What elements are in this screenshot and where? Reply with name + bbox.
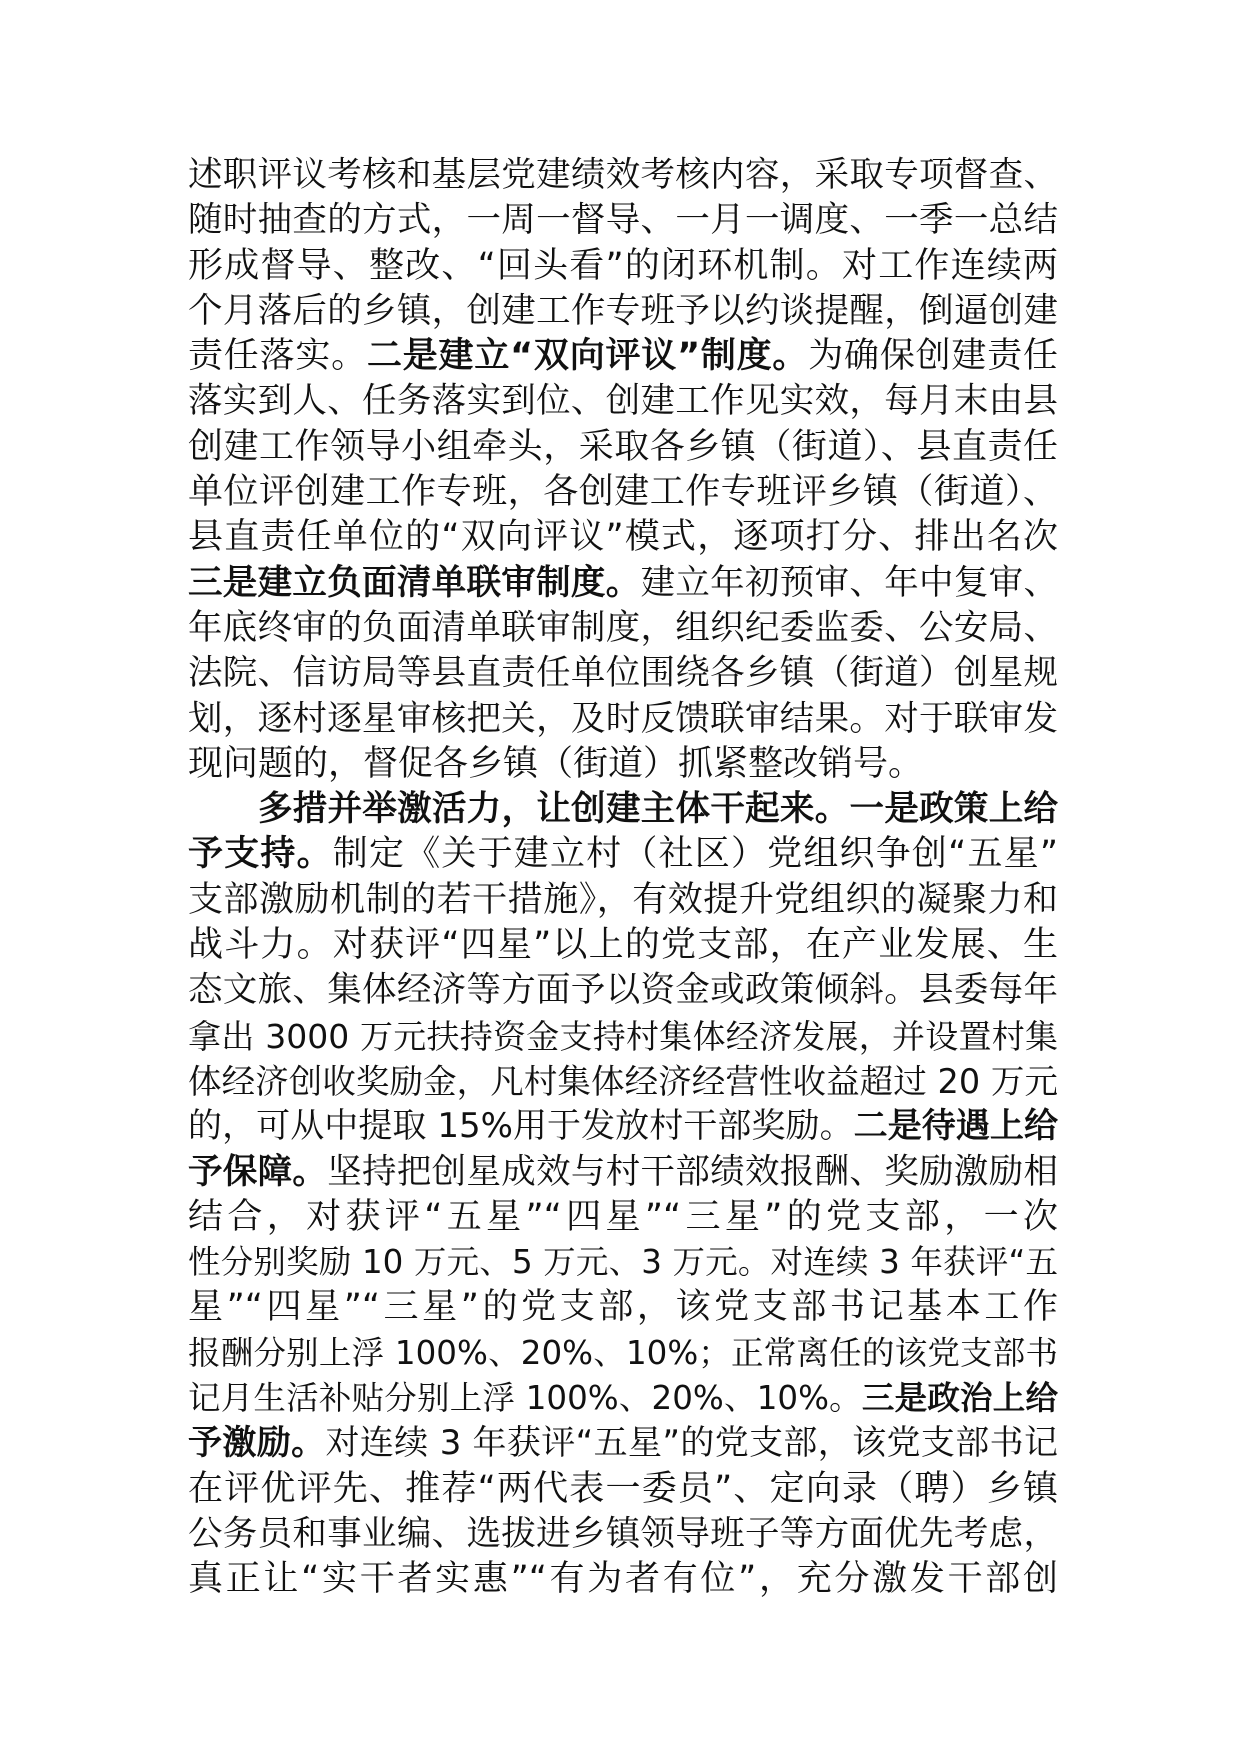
text-line [188, 198, 1058, 243]
text-line [188, 334, 1058, 379]
text-line [188, 742, 1058, 787]
bold-heading-text: 三是政治上给 [861, 1379, 1058, 1418]
paragraph-text: 报酬分别上浮 100%、20%、10%；正常离任的该党支部书 [188, 1333, 1058, 1372]
text-line [188, 561, 1058, 606]
text-line [188, 878, 1058, 923]
bold-heading-text: 予保障。 [188, 1151, 328, 1192]
paragraph-text: 战斗力。对获评“四星”以上的党支部，在产业发展、生 [188, 925, 1058, 966]
paragraph-text: 现问题的，督促各乡镇（街道）抓紧整改销号。 [188, 743, 924, 784]
text-line [188, 1512, 1058, 1557]
text-line [188, 651, 1058, 696]
paragraph-text: 支部激励机制的若干措施》，有效提升党组织的凝聚力和 [188, 879, 1058, 920]
paragraph-text: 创建工作领导小组牵头，采取各乡镇（街道）、县直责任 [188, 426, 1058, 467]
text-line [188, 1421, 1058, 1466]
text-line [188, 1285, 1058, 1330]
text-line [188, 425, 1058, 470]
paragraph-text: 建立年初预审、年中复审、 [640, 562, 1058, 603]
paragraph-text: 年底终审的负面清单联审制度，组织纪委监委、公安局、 [188, 607, 1058, 648]
paragraph-text: 在评优评先、推荐“两代表一委员”、定向录（聘）乡镇 [188, 1468, 1058, 1509]
paragraph-text: 体经济创收奖励金，凡村集体经济经营性收益超过 20 万元 [188, 1061, 1058, 1101]
text-line [188, 832, 1058, 877]
bold-heading-text: 多措并举激活力，让创建主体干起来。一是政策上给 [258, 789, 1058, 830]
paragraph-text: 随时抽查的方式，一周一督导、一月一调度、一季一总结 [188, 200, 1058, 241]
paragraph-text: 的，可从中提取 15%用于发放村干部奖励。 [188, 1106, 854, 1147]
text-line [188, 1467, 1058, 1512]
text-line [188, 515, 1058, 560]
paragraph-text: 态文旅、集体经济等方面予以资金或政策倾斜。县委每年 [188, 970, 1058, 1011]
paragraph-text: 述职评议考核和基层党建绩效考核内容，采取专项督查、 [188, 155, 1058, 195]
paragraph-text: 星”“四星”“三星”的党支部，该党支部书记基本工作 [188, 1287, 1058, 1328]
paragraph-text: 县直责任单位的“双向评议”模式，逐项打分、排出名次 [188, 517, 1058, 558]
bold-heading-text: 三是建立负面清单联审制度。 [188, 562, 641, 603]
paragraph-text: 对连续 3 年获评“五星”的党支部，该党支部书记 [325, 1423, 1058, 1464]
paragraph-text: 划，逐村逐星审核把关，及时反馈联审结果。对于联审发 [188, 698, 1058, 739]
bold-heading-text: 予支持。 [188, 834, 333, 875]
paragraph-text: 真正让“实干者实惠”“有为者有位”，充分激发干部创 [188, 1559, 1058, 1600]
paragraph-text: 个月落后的乡镇，创建工作专班予以约谈提醒，倒逼创建 [188, 290, 1058, 331]
text-line [188, 1150, 1058, 1195]
paragraph-text: 责任落实。 [188, 336, 367, 377]
text-line [188, 606, 1058, 651]
paragraph-text: 形成督导、整改、“回头看”的闭环机制。对工作连续两 [188, 245, 1058, 286]
text-line [188, 1240, 1058, 1285]
text-line [188, 1014, 1058, 1059]
body-text [188, 153, 1058, 1603]
text-line [188, 1331, 1058, 1376]
bold-heading-text: 予激励。 [188, 1423, 326, 1464]
paragraph-text: 拿出 3000 万元扶持资金支持村集体经济发展，并设置村集 [188, 1016, 1058, 1056]
text-line [188, 470, 1058, 515]
bold-heading-text: 二是建立“双向评议”制度。 [366, 336, 809, 377]
text-line [188, 968, 1058, 1013]
text-line [188, 379, 1058, 424]
bold-heading-text: 二是待遇上给 [853, 1106, 1058, 1147]
text-line [188, 787, 1058, 832]
text-line [188, 1376, 1058, 1421]
paragraph-text: 性分别奖励 10 万元、5 万元、3 万元。对连续 3 年获评“五 [188, 1243, 1058, 1282]
paragraph-text: 为确保创建责任 [808, 336, 1058, 377]
text-line [188, 697, 1058, 742]
paragraph-text: 法院、信访局等县直责任单位围绕各乡镇（街道）创星规 [188, 653, 1058, 694]
text-line [188, 1104, 1058, 1149]
paragraph-text: 记月生活补贴分别上浮 100%、20%、10%。 [188, 1379, 862, 1418]
text-line [188, 1195, 1058, 1240]
text-line [188, 923, 1058, 968]
paragraph-text: 落实到人、任务落实到位、创建工作见实效，每月末由县 [188, 381, 1058, 422]
paragraph-text: 结合，对获评“五星”“四星”“三星”的党支部，一次 [188, 1196, 1058, 1237]
paragraph-text: 坚持把创星成效与村干部绩效报酬、奖励激励相 [327, 1151, 1058, 1192]
paragraph-text: 单位评创建工作专班，各创建工作专班评乡镇（街道）、 [188, 472, 1058, 513]
text-line [188, 153, 1058, 198]
paragraph-text: 公务员和事业编、选拔进乡镇领导班子等方面优先考虑， [188, 1513, 1058, 1554]
text-line [188, 1557, 1058, 1602]
text-line [188, 244, 1058, 289]
text-line [188, 1059, 1058, 1104]
paragraph-text: 制定《关于建立村（社区）党组织争创“五星” [332, 834, 1058, 875]
text-line [188, 289, 1058, 334]
